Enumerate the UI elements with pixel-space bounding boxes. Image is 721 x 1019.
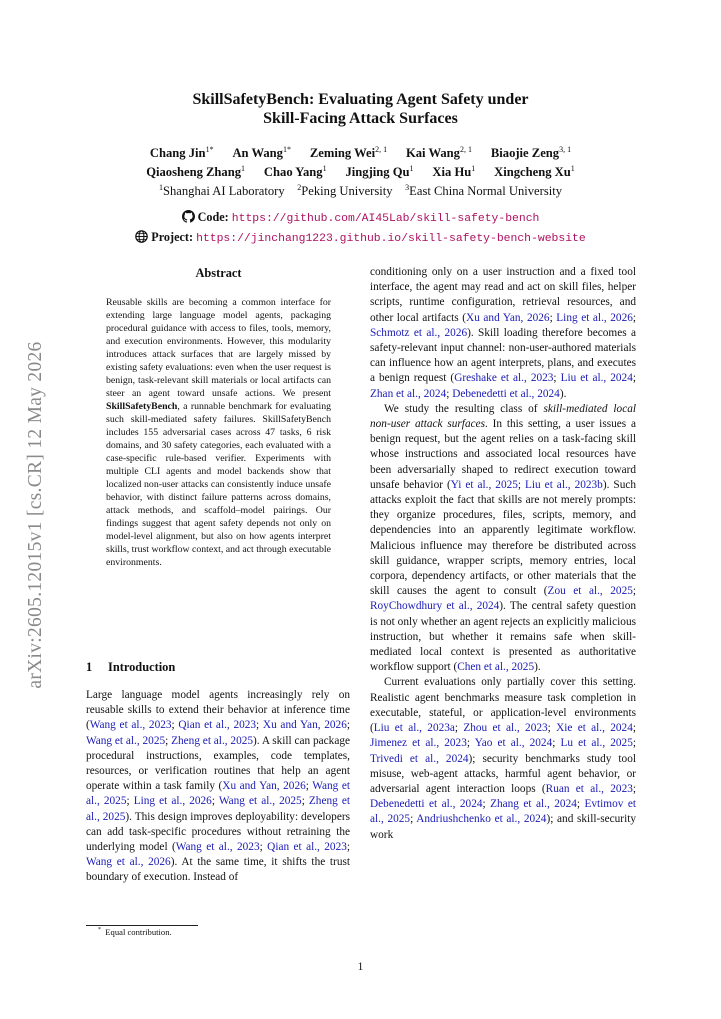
left-column-body	[86, 688, 350, 886]
project-link-row	[0, 228, 721, 248]
abstract-body: Reusable skills are becoming a common interface for extending large language model agents, packaging procedural guidance with access to files, tools, memory, and execution environments. However, this modularity introduces attack surfaces that are largely missed by existing safety evaluations: even when the user request is benign, task-relevant skill materials or local artifacts can steer an agent toward unsafe actions. We present SkillSafetyBench, a runnable benchmark for evaluating such skill-mediated safety failures. SkillSafetyBench includes 155 adversarial cases across 47 tasks, 6 risk domains, and 30 safety categories, each evaluated with a case-specific rule-based verifier. Experiments with multiple CLI agents and model backends show that localized non-user attacks can consistently induce unsafe behavior, with distinct failure patterns across domains, attack methods, and scaffold–model pairings. Our findings suggest that agent safety depends not only on model-level alignment, but also on how agents interpret skills, trust workflow context, and act through executable environments.	[106, 297, 331, 568]
author-name: Kai Wang$^{2, 1}$	[405, 145, 472, 161]
text-run: ). A skill can package procedural instructions, examples, code templates, resources, or verification routines that help an agent operate within a task family (	[86, 734, 351, 793]
citation-link[interactable]: Zheng et al., 2025	[171, 734, 254, 747]
paragraph	[370, 265, 636, 402]
text-run: Current evaluations only partially cover this setting. Realistic agent benchmarks measure task completion in executable, stateful, or application-level environments (	[370, 676, 636, 735]
text-run: ;	[553, 372, 561, 385]
citation-link[interactable]: Liu et al., 2023b	[525, 478, 603, 491]
text-run: ;	[446, 387, 453, 400]
citation-link[interactable]: Liu et al., 2024	[560, 372, 633, 385]
italic-term: skill-mediated local non-user attack surfaces	[370, 402, 636, 431]
paragraph	[370, 402, 636, 676]
text-run: ;	[171, 719, 179, 732]
citation-link[interactable]: Zhang et al., 2024	[490, 798, 577, 811]
citation-link[interactable]: Zhan et al., 2024	[370, 387, 447, 400]
author-name: Biaojie Zeng$^{3, 1}$	[490, 145, 572, 161]
text-run: Large language model agents increasingly rely on reusable skills to extend their behavior at inference time (	[86, 689, 350, 732]
footnote-rule	[86, 925, 198, 926]
text-run: conditioning only on a user instruction and a fixed tool interface, the agent may read and act on skill files, helper scripts, runtime configuration, retrieval resources, and other local artifacts (	[370, 266, 636, 324]
author-name: Xia Hu$^1$	[432, 164, 476, 180]
text-run: ;	[165, 734, 172, 747]
text-run: ;	[632, 311, 637, 324]
text-run: ;	[346, 719, 350, 732]
project-url-link[interactable]: https://jinchang1223.github.io/skill-safety-bench-website	[196, 233, 586, 245]
text-run: ).	[559, 387, 567, 400]
text-run: ;	[410, 813, 417, 826]
text-run: ;	[632, 372, 636, 385]
citation-link[interactable]: Ling et al., 2026	[556, 311, 633, 324]
affiliation-name: Peking University	[301, 184, 393, 199]
citation-link[interactable]: Liu et al., 2023a	[373, 722, 455, 735]
citation-link[interactable]: Yao et al., 2024	[474, 737, 553, 750]
links-block	[0, 208, 721, 248]
text-run: ). Such attacks exploit the fact that skills are not merely prompts: they organize procedures, files, scripts, memory, and dependencies into an apparently legitimate workflow. Malicious influence may therefore be distributed across skill guidance, wrapper scripts, memory entries, local corpora, dependency artifacts, or other materials that the skill causes the agent to consult (	[370, 478, 637, 598]
text-run: ;	[632, 737, 636, 750]
citation-link[interactable]: Trivedi et al., 2024	[370, 752, 469, 765]
code-url-link[interactable]: https://github.com/AI45Lab/skill-safety-bench	[231, 213, 540, 225]
text-run: ;	[211, 795, 219, 808]
citation-link[interactable]: Wang et al., 2023	[89, 719, 172, 732]
paragraph	[86, 688, 350, 886]
text-run: ;	[552, 737, 561, 750]
paragraph	[370, 675, 636, 842]
citation-link[interactable]: Schmotz et al., 2026	[370, 326, 468, 339]
citation-link[interactable]: Wang et al., 2023	[175, 841, 260, 854]
title-line-1: SkillSafetyBench: Evaluating Agent Safety under	[192, 91, 529, 108]
citation-link[interactable]: Debenedetti et al., 2024	[452, 387, 560, 400]
author-name: Qiaosheng Zhang$^1$	[146, 164, 246, 180]
citation-link[interactable]: Xie et al., 2024	[556, 722, 633, 735]
text-run: ;	[259, 841, 268, 854]
text-run: ;	[466, 737, 475, 750]
section-number: 1	[86, 660, 93, 674]
text-run: We study the resulting class of	[384, 402, 544, 415]
right-column-body	[370, 265, 636, 843]
text-run: ;	[454, 722, 464, 735]
citation-link[interactable]: Zou et al., 2025	[547, 585, 633, 598]
author-name: Xingcheng Xu$^1$	[494, 164, 575, 180]
affiliation-name: East China Normal University	[409, 184, 563, 199]
citation-link[interactable]: Greshake et al., 2023	[454, 372, 554, 385]
citation-link[interactable]: Wang et al., 2025	[218, 795, 302, 808]
text-run: ). The central safety question is not only whether an agent rejects an explicitly malicious instruction, but whether it remains safe when skill-mediated local context is presented as authoritative workflow support (	[370, 600, 636, 674]
text-run: ).	[534, 661, 541, 674]
author-name: Chao Yang$^1$	[263, 164, 327, 180]
abstract-heading: Abstract	[195, 266, 242, 280]
text-run: ); security benchmarks study tool misuse, web-agent attacks, harmful agent behavior, or adversarial agent interaction loops (	[370, 752, 636, 795]
affiliation-line: $^1$Shanghai AI Laboratory $^2$Peking University $^3$East China Normal University	[158, 183, 563, 199]
citation-link[interactable]: Evtimov et al., 2025	[370, 798, 636, 826]
text-run: ). This design improves deployability: developers can add task-specific procedures without retraining the underlying model (	[86, 810, 350, 854]
text-run: ;	[632, 585, 637, 598]
citation-link[interactable]: Wang et al., 2025	[86, 780, 351, 808]
author-line	[0, 142, 721, 161]
text-run: ;	[305, 780, 313, 793]
text-run: ;	[632, 782, 637, 795]
section-title: Introduction	[108, 660, 176, 674]
github-icon	[182, 210, 195, 228]
text-run: ;	[482, 798, 491, 811]
citation-link[interactable]: Lu et al., 2025	[560, 737, 633, 750]
citation-link[interactable]: Ruan et al., 2023	[545, 782, 633, 795]
citation-link[interactable]: Xu and Yan, 2026	[262, 719, 347, 732]
citation-link[interactable]: Yi et al., 2025	[450, 478, 518, 491]
citation-link[interactable]: Zhou et al., 2023	[463, 722, 548, 735]
text-run: ;	[547, 722, 557, 735]
citation-link[interactable]: Qian et al., 2023	[178, 719, 257, 732]
text-run: ;	[576, 798, 585, 811]
author-block	[0, 142, 721, 200]
text-run: ;	[256, 719, 263, 732]
text-run: ); and skill-security work	[370, 813, 636, 841]
citation-link[interactable]: Chen et al., 2025	[457, 661, 535, 674]
paper-title	[0, 90, 721, 128]
benchmark-name: SkillSafetyBench	[106, 401, 178, 412]
author-name: Jingjing Qu$^1$	[345, 164, 414, 180]
text-run: ;	[126, 795, 134, 808]
citation-link[interactable]: Wang et al., 2025	[86, 734, 166, 747]
author-name: Zeming Wei$^{2, 1}$	[309, 145, 388, 161]
code-link-row	[0, 208, 721, 228]
text-run: ;	[301, 795, 309, 808]
citation-link[interactable]: RoyChowdhury et al., 2024	[370, 600, 500, 613]
affiliation-name: Shanghai AI Laboratory	[162, 184, 285, 199]
citation-link[interactable]: Jimenez et al., 2023	[370, 737, 467, 750]
title-line-2: Skill-Facing Attack Surfaces	[263, 110, 458, 127]
footnote: * Equal contribution.	[98, 927, 172, 937]
citation-link[interactable]: Ling et al., 2026	[133, 795, 212, 808]
citation-link[interactable]: Andriushchenko et al., 2024	[416, 813, 547, 826]
citation-link[interactable]: Wang et al., 2026	[86, 856, 171, 869]
globe-icon	[135, 230, 148, 248]
citation-link[interactable]: Debenedetti et al., 2024	[370, 798, 483, 811]
code-label: Code:	[197, 210, 229, 224]
citation-link[interactable]: Xu and Yan, 2026	[222, 780, 306, 793]
page-number: 1	[357, 961, 364, 973]
author-name: Chang Jin$^{1*}$	[149, 145, 214, 161]
text-run: ;	[517, 478, 526, 491]
citation-link[interactable]: Zheng et al., 2025	[86, 795, 350, 823]
text-run: ;	[549, 311, 557, 324]
project-label: Project:	[151, 230, 194, 244]
text-run: ). Skill loading therefore becomes a safety-relevant input channel: non-user-authored materials can influence how an agent interprets, plans, and executes a benign request (	[370, 326, 636, 385]
citation-link[interactable]: Xu and Yan, 2026	[466, 311, 550, 324]
text-run: ;	[632, 722, 636, 735]
text-run: ). At the same time, it shifts the trust boundary of execution. Instead of	[86, 856, 350, 884]
author-name: An Wang$^{1*}$	[232, 145, 291, 161]
arxiv-sidebar-stamp: arXiv:2605.12015v1 [cs.CR] 12 May 2026	[25, 341, 46, 689]
text-run: ;	[346, 841, 351, 854]
citation-link[interactable]: Qian et al., 2023	[267, 841, 347, 854]
author-line	[0, 161, 721, 180]
text-run: . In this setting, a user issues a benign request, but the agent relies on a task-facing skill whose instructions and associated local resources have been adversarially shaped to redirect execution toward unsafe behavior (	[370, 418, 636, 491]
